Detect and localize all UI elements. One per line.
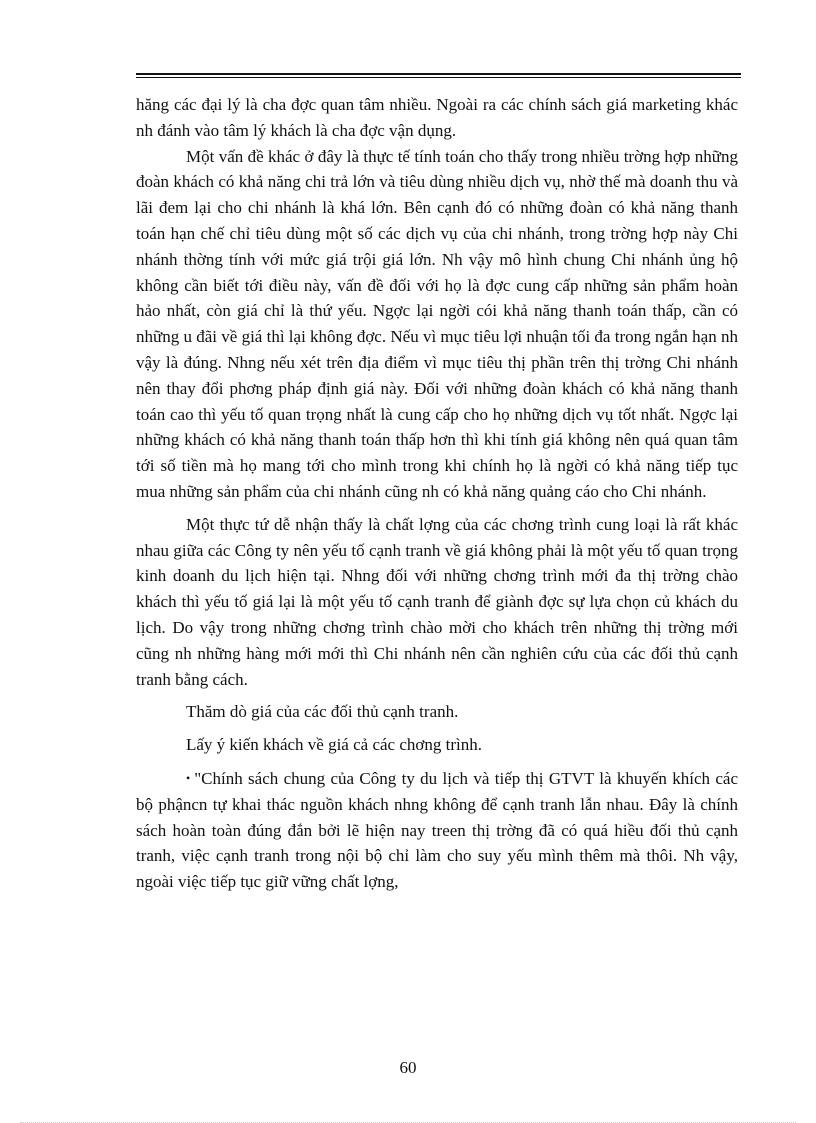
paragraph-pricing-issue: Một vấn đề khác ở đây là thực tế tính toán cho thấy trong nhiều trờng hợp những đoàn khách có khả năng chi trả lớn và tiêu dùng nhiều dịch vụ, nhờ thế mà doanh thu và lãi đem lại cho chi nhánh là khá lớn. Bên cạnh đó có những đoàn có khả năng thanh toán hạn chế chỉ tiêu dùng một số các dịch vụ của chi nhánh, trong trờng hợp này Chi nhánh thờng tính với mức giá trội giá lớn. Nh vậy mô hình chung Chi nhánh ủng hộ không cần biết tới điều này, vấn đề đối với họ là đợc cung cấp những sản phẩm hoàn hảo nhất, còn giá chỉ là thứ yếu. Ngợc lại ngời cói khả năng thanh toán thấp, cần có những u đãi về giá thì lại không đợc. Nếu vì mục tiêu lợi nhuận tối đa trong ngắn hạn nh vậy là đúng. Nhng nếu xét trên địa điểm vì mục tiêu thị phần trên thị trờng Chi nhánh nên thay đổi phơng pháp định giá này. Đối với những đoàn khách có khả năng thanh toán cao thì yếu tố quan trọng nhất là cung cấp cho họ những dịch vụ tốt nhất. Ngợc lại những khách có khả năng thanh toán thấp hơn thì khi tính giá không nên quá quan tâm tới số tiền mà họ mang tới cho mình trong khi chính họ là ngời có khả năng tiếp tục mua những sản phẩm của chi nhánh cũng nh có khả năng quảng cáo cho Chi nhánh.	[136, 146, 738, 501]
paragraph-competition: Một thực tứ dễ nhận thấy là chất lợng của các chơng trình cung loại là rất khác nhau giữa các Công ty nên yếu tố cạnh tranh về giá không phải là một yếu tố quan trọng kinh doanh du lịch hiện tại. Nhng đối với những chơng trình mới đa thị trờng chào khách thì yếu tố giá lại là một yếu tố cạnh tranh để giành đợc sự lựa chọn củ khách du lịch. Do vậy trong những chơng trình chào mời cho khách trên những thị trờng mới cũng nh những hàng mới mới thì Chi nhánh nên cần nghiên cứu của các đối thủ cạnh tranh bằng cách.	[136, 514, 738, 689]
list-item-survey-prices: Thăm dò giá của các đối thủ cạnh tranh.	[186, 702, 459, 722]
page-number: 60	[399, 1058, 417, 1077]
header-rule-thick	[136, 73, 741, 75]
header-rule-thin	[136, 77, 741, 78]
paragraph-company-policy-text: "Chính sách chung của Công ty du lịch và tiếp thị GTVT là khuyến khích các bộ phậncn tự khai thác nguồn khách nhng không để cạnh tranh lẫn nhau. Đây là chính sách hoàn toàn đúng đắn bởi lẽ hiện nay treen thị trờng đã có quá hiều đối thủ cạnh tranh, việc cạnh tranh trong nội bộ chỉ làm cho suy yếu mình thêm mà thôi. Nh vậy, ngoài việc tiếp tục giữ vững chất lợng,	[136, 768, 738, 892]
page-body	[136, 92, 738, 895]
paragraph-continuation: hăng các đại lý là cha đợc quan tâm nhiều. Ngoài ra các chính sách giá marketing khác nh đánh vào tâm lý khách là cha đợc vận dụng.	[136, 95, 738, 140]
list-item-customer-opinion: Lấy ý kiến khách về giá cả các chơng trình.	[186, 735, 482, 755]
paragraph-company-policy	[136, 766, 738, 895]
bullet-icon: •	[186, 770, 191, 785]
